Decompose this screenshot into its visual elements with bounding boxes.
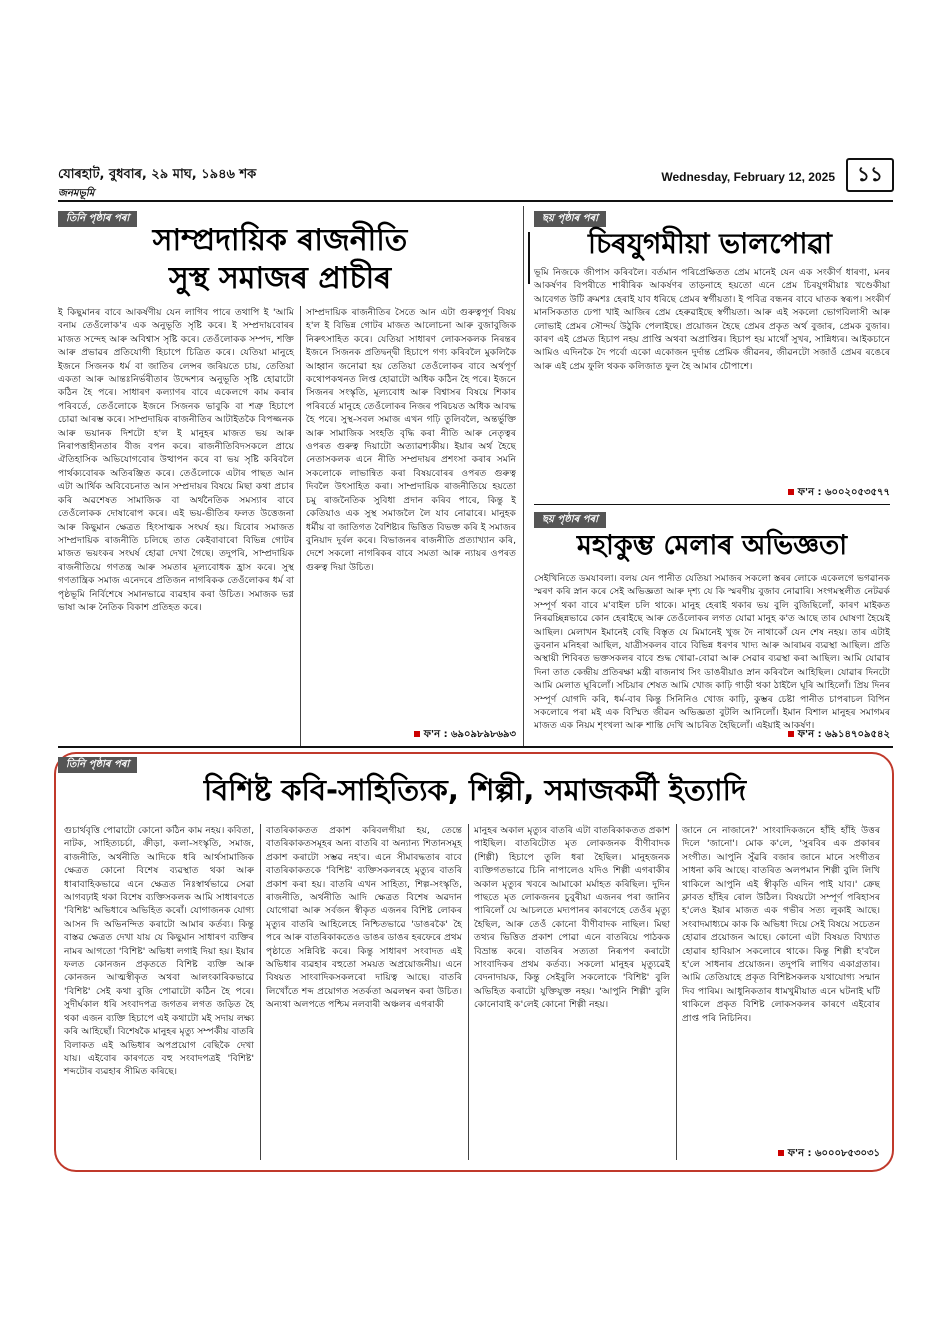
newspaper-brand: জনমভূমি (58, 188, 95, 199)
header-rule (58, 200, 893, 202)
bullet-square-icon (778, 1150, 784, 1156)
article3-continuation-tag: ছয় পৃষ্ঠাৰ পৰা (534, 512, 606, 528)
article3-phone (534, 727, 890, 744)
page-number: ১১ (846, 158, 894, 192)
bullet-square-icon (788, 731, 794, 737)
article1-phone (306, 727, 516, 744)
column-divider (300, 306, 301, 746)
bullet-square-icon (788, 489, 794, 495)
article4-title: বিশিষ্ট কবি-সাহিত্যিক, শিল্পী, সমাজকৰ্মী ইত্যাদি (203, 773, 747, 807)
article1-title-line1: সাম্প্ৰদায়িক ৰাজনীতি (152, 223, 408, 258)
article1-column-1: ই কিছুমানৰ বাবে আকৰ্ষণীয় যেন লাগিব পাৰে তথাপি ই 'আমি বনাম তেওঁলোক'ৰ এক অনুভূতি সৃষ্টি কৰে। ই সম্প্ৰদায়বোৰৰ মাজত সন্দেহ আৰু অবিশ্বাস সৃষ্টি কৰে। তেওঁলোকক সম্পদ, শক্তি আৰু প্ৰভাৱৰ প্ৰতিযোগী হিচাপে চিত্ৰিত কৰে। যেতিয়া মানুহে ইজনে সিজনক ধৰ্ম বা জাতিৰ লেন্সৰ জৰিয়তে চায়, তেতিয়া একতা আৰু আন্তঃনিৰ্ভৰীতাৰ উদ্দেশ্যৰ অনুভূতি সৃষ্টি হোৱাটো কঠিন হৈ পৰে। সাধাৰণ কল্যাণৰ বাবে একেলগে কাম কৰাৰ পৰিবৰ্তে, তেওঁলোকে ইজনে সিজনক ভাবুকি বা শত্ৰু হিচাপে চোৱা আৰম্ভ কৰে। সাম্প্ৰদায়িক ৰাজনীতিৰ আটাইতকৈ বিপজ্জনক আৰু ভয়ানক দিশটো হ'ল ই মানুহৰ মাজত ভয় আৰু নিৰাপত্তাহীনতাৰ বীজ বপন কৰে। ৰাজনীতিবিদসকলে প্ৰায়ে ঐতিহাসিক অভিযোগবোৰ উত্থাপন কৰে বা ভয় সৃষ্টি কৰিবলৈ পাৰ্থক্যবোৰক অতিৰঞ্জিত কৰে। তেওঁলোকে এটাৰ পাছত আন এটা আৰ্থিক অবিবেচনাত আন সম্প্ৰদায়ৰ বিষয়ে মিছা কথা প্ৰচাৰ কৰি অৱশেষত সামাজিক বা অৰ্থনৈতিক সমস্যাৰ বাবে তেওঁলোকক দোষাৰোপ কৰে। এই ভয়-ভীতিৰ ফলত উত্তেজনা আৰু কিছুমান ক্ষেত্ৰত হিংসাত্মক সংঘৰ্ষ হয়। যিবোৰ সমাজত সাম্প্ৰদায়িক ৰাজনীতি চলিছে তাত কেইবাবাৰো বিভিন্ন গোটৰ মাজত ভয়ংকৰ সংঘৰ্ষ হোৱা দেখা গৈছে। তদুপৰি, সাম্প্ৰদায়িক ৰাজনীতিয়ে গণতন্ত্ৰ আৰু সমতাৰ মূল্যবোধক হ্ৰাস কৰে। সুস্থ গণতান্ত্ৰিক সমাজ এনেদৰে প্ৰতিজন নাগৰিকক তেওঁলোকৰ ধৰ্ম বা পৃষ্ঠভূমি নিৰ্বিশেষে সমানভাৱে ব্যৱহাৰ কৰা উচিত। সমাজক ভগ্ন ভাষা আৰু নৈতিক বিকাশ প্ৰতিহত কৰে। (58, 307, 294, 613)
article1-continuation-tag: তিনি পৃষ্ঠাৰ পৰা (58, 211, 137, 227)
article2-body: ভূমি নিজকে জীপাস কৰিবলৈ। বৰ্তমান পৰিপ্ৰেক্ষিতত প্ৰেম মানেই যেন এক সংকীৰ্ণ ধাৰণা, মনৰ আকৰ্ষণৰ বিপৰীতে শাৰীৰিক আকৰ্ষণৰ তাড়নাহে হয়তো এনে প্ৰেম চিৰযুগমীয়াঃ খণ্ডেকীয়া আবেগত উটি ক্ৰমশঃ হেৰাই যাব ধৰিছে প্ৰেমৰ স্বৰ্গীয়তা। ই পবিত্ৰ বন্ধনৰ বাবে ঘাতক স্বৰূপ। সংকীৰ্ণ মানসিকতাত ঢেপা খাই আজিৰ প্ৰেম হেৰুৱাইছে স্বৰ্গীয়তা। আৰু এই সকলো ভোগবিলাসী আৰু লোভাই প্ৰেমৰ সৌন্দৰ্য উঠুকি পেলাইছে। প্ৰয়োজন হৈছে প্ৰেমৰ প্ৰকৃত অৰ্থ বুজাৰ, প্ৰেমক বুজাৰ। কাৰণ এই প্ৰেমত হিচাপ নহয় প্ৰাপ্তি অথবা অপ্ৰাপ্তিৰ। হিচাপ হয় মাথোঁ সুখৰ, সান্নিধ্যৰ। আইকচানে আমিও এদিনকৈ দৈ পৰ্বো একো একোজন দুৰ্দান্ত প্ৰেমিক জীৱনৰ, জীৱনটো সজাওঁ প্ৰেমৰ ৰঙেৰে আৰু এই প্ৰেম ফুলি থকক কলিজাত ফুল হৈ আমাৰ চৌপাশে। (534, 267, 890, 372)
article2-bottom-rule (534, 504, 890, 505)
article4-continuation-tag: তিনি পৃষ্ঠাৰ পৰা (58, 757, 137, 773)
article1-title-line2: সুস্থ সমাজৰ প্ৰাচীৰ (168, 261, 392, 296)
article3-phone-text: ফ'ন : ৬৯১৪৭০৯৫৪২ (797, 729, 890, 740)
article4-column-1: গুচাৰ্থবৃত্তি পোৱাটো কোনো কঠিন কাম নহয়। কবিতা, নাটক, সাহিত্যচৰ্চা, ক্ৰীড়া, কলা-সংস্কৃতি, সমাজ, ৰাজনীতি, অৰ্থনীতি আদিকে ধৰি আৰ্থসামাজিক ক্ষেত্ৰত কোনো বিশেষ ব্যৱস্থাত থকা আৰু ধাৰাবাহিকভাৱে এনে ক্ষেত্ৰত নিঃস্বাৰ্থভাৱে সেৱা আগবঢ়াই থকা বিশেষ ব্যক্তিসকলক আমি সাধাৰণতে 'বিশিষ্ট' অভিধাৰে অভিহিত কৰোঁ। যোগাজনক যোগ্য আসন দি অভিনন্দিত কৰাটো আমাৰ কৰ্তব্য। কিন্তু বাস্তৱ ক্ষেত্ৰত দেখা যায় যে কিছুমান সাধাৰণ ব্যক্তিৰ নামৰ আগতো 'বিশিষ্ট' অভিধা লগাই দিয়া হয়। ইয়াৰ ফলত কোনজন প্ৰকৃততে বিশিষ্ট ব্যক্তি আৰু কোনজন আত্মস্বীকৃত অথবা আলংকাৰিকভাৱে 'বিশিষ্ট' সেই কথা বুজি পোৱাটো কঠিন হৈ পৰে। সুদীৰ্ঘকাল ধৰি সংবাদপত্ৰ জগতৰ লগত জড়িত হৈ থকা এজন ব্যক্তি হিচাপে এই কথাটো মই সদায় লক্ষ্য কৰি আহিছোঁ। বিশেষকৈ মানুহৰ মৃত্যু সম্পৰ্কীয় বাতৰি বিলাকত এই অভিধাৰ অপপ্ৰয়োগ বেছিকৈ দেখা যায়। এইবোৰ কাৰণতে বহু সংবাদপত্ৰই 'বিশিষ্ট' শব্দটোৰ ব্যৱহাৰ সীমিত কৰিছে। (64, 825, 254, 1078)
article2-phone-text: ফ'ন : ৬০০২০৫৩৫৭৭ (797, 487, 890, 498)
masthead-date-bengali: যোৰহাট, বুধবাৰ, ২৯ মাঘ, ১৯৪৬ শক (58, 167, 257, 182)
article3-title: মহাকুম্ভ মেলাৰ অভিজ্ঞতা (576, 530, 848, 561)
bullet-square-icon (414, 731, 420, 737)
article4-phone-text: ফ'ন : ৬০০০৮৫৩০৩১ (787, 1148, 880, 1159)
section-divider (523, 206, 524, 746)
article4-column-3: মানুহৰ অকাল মৃত্যুৰ বাতৰি এটা বাতৰিকাকতত প্ৰকাশ পাইছিল। বাতৰিটোত মৃত লোকজনক বীণীবাদক (শিল্পী) হিচাপে তুলি ধৰা হৈছিল। মানুহজনক ব্যক্তিগতভাৱে চিনি নাপালেও যদিও শিল্পী এগৰাকীৰ অকাল মৃত্যুৰ খবৰে আমাকো মৰ্মাহত কৰিছিল। দুদিন পাছতে মৃত লোকজনৰ চুবুৰীয়া এজনৰ পৰা জানিব পাৰিলোঁ যে আচলতে মদ্যপানৰ কাৰণেহে তেওঁৰ মৃত্যু হৈছিল, আৰু তেওঁ কোনো বীণীবাদক নাছিল। মিছা তথ্যৰ ভিত্তিত প্ৰকাশ পোৱা এনে বাতৰিয়ে পাঠকক বিভ্ৰান্ত কৰে। বাতৰিৰ সত্যতা নিৰূপণ কৰাটো সাংবাদিকৰ প্ৰথম কৰ্তব্য। সকলো মানুহৰ মৃত্যুৱেই বেদনাদায়ক, কিন্তু সেইবুলি সকলোকে 'বিশিষ্ট' বুলি অভিহিত কৰাটো যুক্তিযুক্ত নহয়। 'আপুনি শিল্পী' বুলি কোনোবাই ক'লেই কোনো শিল্পী নহয়। (474, 825, 670, 1011)
article4-column-4: জানে নে নাজানে?' সাংবাদিকজনে হাঁহি হাঁহি উত্তৰ দিলে 'জানো'। মোক ক'লে, 'সুৰবিৰ এক প্ৰকাৰৰ সংগীত। আপুনি সুঁৱৰি বজাৰ জানে মানে সংগীতৰ সাধনা কৰি আছে। বাতৰিত অলপমান শিল্পী বুলি লিখি থাকিলে আপুনি এই স্বীকৃতি এদিন পাই যাব।' ক্ৰেছ ক্লাবত হাঁহিৰ ৰোল উঠিল। বিষয়টো সম্পূৰ্ণ পৰিহাসৰ হ'লেও ইয়াৰ মাজত এক গভীৰ সত্য লুকাই আছে। সংবাদমাধ্যমে কাক কি অভিধা দিয়ে সেই বিষয়ে সচেতন হোৱাৰ প্ৰয়োজন আছে। কোনো এটা বিষয়ত বিখ্যাত হোৱাৰ হাবিয়াস সকলোৰে থাকে। কিন্তু শিল্পী হ'বলৈ হ'লে সাধনাৰ প্ৰয়োজন। তদুপৰি লাগিব একাগ্ৰতাৰ। আমি তেতিয়াহে প্ৰকৃত বিশিষ্টসকলক যথাযোগ্য সন্মান দিব পাৰিম। আধুনিকতাৰ ধামখুমীয়াত এনে ঘটনাই ঘটি থাকিলে প্ৰকৃত বিশিষ্ট লোকসকলৰ কাৰণে এইবোৰ প্ৰাপ্ত পৰি নিচিনিব। (682, 825, 880, 1024)
article2-phone (534, 485, 890, 502)
column-divider (468, 824, 469, 1160)
article2-continuation-tag: ছয় পৃষ্ঠাৰ পৰা (534, 211, 606, 227)
section-rule (58, 746, 893, 748)
headline-divider (528, 232, 530, 284)
article1-phone-text: ফ'ন : ৬৯০৯৮৯৮৬৯৩ (423, 729, 516, 740)
article4-phone (682, 1146, 880, 1163)
article4-column-2: বাতৰিকাকতত প্ৰকাশ কৰিবলগীয়া হয়, তেন্তে বাতৰিকাকতসমূহৰ অন্য বাতৰি বা অন্যান্য শিতানসমূহ প্ৰকাশ কৰাটো সম্ভৱ নহ'ব। এনে সীমাবদ্ধতাৰ বাবে বাতৰিকাকতকে 'বিশিষ্ট' ব্যক্তিসকলৰহে মৃত্যুৰ বাতৰি প্ৰকাশ কৰা হয়। বাতৰি এখন সাহিত্য, শিল্প-সংস্কৃতি, ৰাজনীতি, অৰ্থনীতি আদি ক্ষেত্ৰত বিশেষ অৱদান যোগোৱা আৰু সৰ্বজন স্বীকৃত এজনৰ বিশিষ্ট লোকৰ মৃত্যুৰ বাতৰি আহিলেহে নিশ্চিতভাৱে 'ডাঙৰকৈ' হৈ পৰে আৰু বাতৰিকাকতেও ডাঙৰ ডাঙৰ হৰফেৰে প্ৰথম পৃষ্ঠাতে সন্নিবিষ্ট কৰে। কিন্তু সাধাৰণ সংবাদত এই অভিধাৰ ব্যৱহাৰ বহুতো সময়ত অপ্ৰয়োজনীয়। এনে বিষয়ত সাংবাদিকসকলৰো দায়িত্ব আছে। বাতৰি লিখোঁতে শব্দ প্ৰয়োগত সতৰ্কতা অৱলম্বন কৰা উচিত। অন্যথা অলপতে পশ্চিম নলবাৰী অঞ্চলৰ এগৰাকী (266, 825, 462, 1011)
article3-body: সেইখিনিতে ডমযাবলা। বলয় যেন পানীত যেতিয়া সমাজৰ সকলো স্তৰৰ লোকে একেলগে ভগৱানক স্মৰণ কৰি স্নান কৰে সেই অভিজ্ঞতা আৰু দৃশ্য যে কি স্মৰণীয় বুজাব নোৱাৰি। সংগমস্থলীত নেটৱৰ্ক সম্পূৰ্ণ থকা বাবে ম'বাইল চলি থাকে। মানুহ হেৰাই থকাৰ ভয় বুলি বুজিছিলোঁ, কাৰণ মাইকত নিৰৱচ্ছিন্নভাৱে কোন হেৰাইছে আৰু তেওঁলোকৰ লগত যোৱা মানুহ ক'ত আছে তাৰ ঘোষণা হৈয়েই আছিল। মেলাখন ইমানেই বেছি বিস্তৃত যে মিমানেই খুজ দৈ নাথাকোঁ যেন শেষ নহয়। তাৰ এটাই ডুবনান মনিহৰা আছিল, যাত্ৰীসকলৰ বাবে বিভিন্ন ধৰণৰ খাদ্য আৰু আৰামৰ ব্যৱস্থা আছিল। প্ৰতি অস্থায়ী শিবিৰত ভক্তসকলৰ বাবে শুদ্ধ খোৱা-বোৱা আৰু সেৱাৰ ব্যৱস্থা কৰা আছিল। আমি যোৱাৰ দিনা তাত কেন্দ্ৰীয় প্ৰতিৰক্ষা মন্ত্ৰী ৰাজনাথ সিং ডাঙৰীয়াও স্নান কৰিবলৈ আহিছিল। যোৱাৰ দিনটো আমি মেলাত ঘূৰিলোঁ। সচিয়াৰ শেষত আমি খোজ কাঢ়ি গাড়ী থকা ঠাইলৈ ঘূৰি আহিলোঁ। প্ৰিয় দিনৰ সম্পূৰ্ণ যোগদি কৰি, ধৰ্ম-বাৰ কিন্তু সিনিনিও খোজ কাঢ়ি, কুম্ভৰ চেষ্টা পানীত চাপৰাচল বিপিন সকলোৰে পৰা মই এক বিস্মিত জীৱন অভিজ্ঞতা বুটলি আনিলোঁ। ইমান বিশাল মানুহৰ সমাগমৰ মাজত এক নিয়ম শৃংখলা আৰু শান্তি দেখি আচৰিত হৈছিলোঁ। এইয়াই আকৰ্ষণ। (534, 573, 890, 732)
column-divider (260, 824, 261, 1160)
article1-column-2: সাম্প্ৰদায়িক ৰাজনীতিৰ সৈতে আন এটা গুৰুত্বপূৰ্ণ বিষয় হ'ল ই বিভিন্ন গোটৰ মাজত আলোচনা আৰু বুজাবুজিক নিৰুৎসাহিত কৰে। যেতিয়া সাধাৰণ লোকসকলক নিৰন্তৰ ইজনে সিজনক প্ৰতিদ্বন্দ্বী হিচাপে গণ্য কৰিবলৈ মুকলিকৈ আহ্বান জনোৱা হয় তেতিয়া তেওঁলোকৰ বাবে অৰ্থপূৰ্ণ কথোপকথনত লিপ্ত হোৱাটো অধিক কঠিন হৈ পৰে। ইজনে সিজনৰ সংস্কৃতি, মূল্যবোধ আৰু বিশ্বাসৰ বিষয়ে শিকাৰ পৰিবৰ্তে মানুহে তেওঁলোকৰ নিজৰ পৰিচয়ত অধিক আবদ্ধ হৈ পৰে। সুস্থ-সবল সমাজ এখন গঢ়ি তুলিবলৈ, অন্তৰ্ভুক্তি আৰু সামাজিক সংহতি বৃদ্ধি কৰা নীতি আৰু নেতৃত্বৰ ওপৰত গুৰুত্ব দিয়াটো অত্যাৱশ্যকীয়। ইয়াৰ অৰ্থ হৈছে নেতাসকলক এনে নীতি সম্প্ৰদায়ৰ প্ৰশংসা কৰাৰ সমনি সকলোকে লাভান্বিত কৰা বিষয়বোৰৰ ওপৰত গুৰুত্ব দিবলৈ উৎসাহিত কৰা। সাম্প্ৰদায়িক ৰাজনীতিয়ে হয়তো চমু ৰাজনৈতিক সুবিধা প্ৰদান কৰিব পাৰে, কিন্তু ই কেতিয়াও এক সুস্থ সমাজলৈ লৈ যাব নোৱাৰে। মানুহক ধৰ্মীয় বা জাতিগত বৈশিষ্ট্যৰ ভিত্তিত বিভক্ত কৰি ই সমাজৰ বুনিয়াদ দুৰ্বল কৰে। বিভাজনৰ ৰাজনীতি প্ৰত্যাখ্যান কৰি, দেশে সকলো নাগৰিকৰ বাবে সমতা আৰু ন্যায়ৰ ওপৰত গুৰুত্ব দিয়া উচিত। (306, 307, 516, 573)
article2-title: চিৰযুগমীয়া ভালপোৱা (587, 227, 832, 260)
column-divider (676, 824, 677, 1160)
masthead-date-english: Wednesday, February 12, 2025 (661, 170, 835, 184)
